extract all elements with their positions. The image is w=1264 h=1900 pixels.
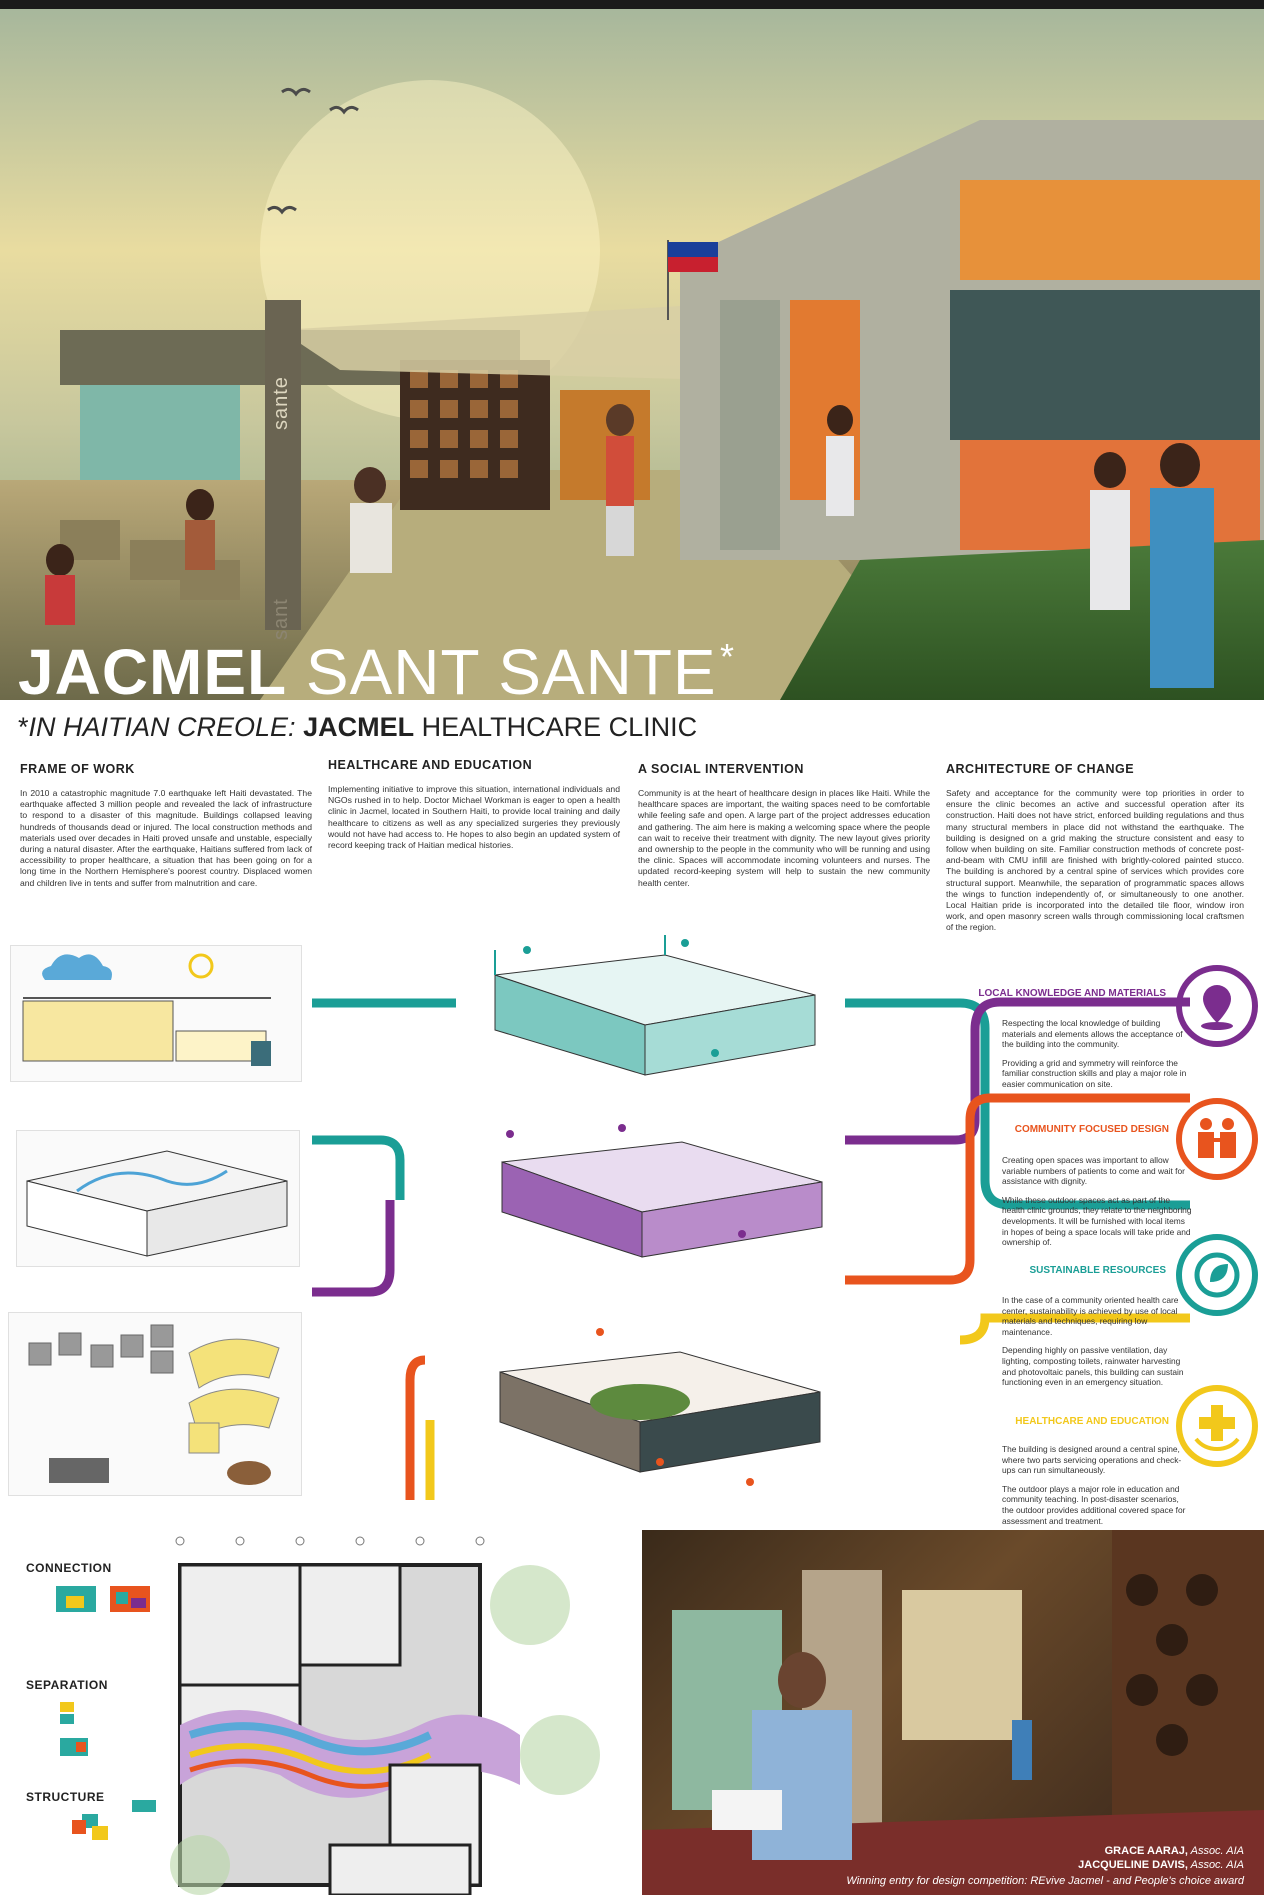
panel-paragraph: In the case of a community oriented health care center, sustainability is achieved by use of local materials and techniques, requiring low maintenance. xyxy=(1002,1295,1179,1337)
label-structure: STRUCTURE xyxy=(26,1790,105,1804)
title-bold: JACMEL xyxy=(18,636,288,708)
subtitle-italic: IN HAITIAN CREOLE: xyxy=(28,712,296,742)
column-heading: A SOCIAL INTERVENTION xyxy=(638,762,804,776)
column-heading: HEALTHCARE AND EDUCATION xyxy=(328,758,533,772)
credit-2 xyxy=(1078,1859,1244,1871)
title-asterisk: * xyxy=(720,636,735,677)
credit-role: Assoc. AIA xyxy=(1187,1859,1244,1871)
credit-role: Assoc. AIA xyxy=(1187,1845,1244,1857)
poster-title xyxy=(18,636,717,708)
panel-paragraph: Creating open spaces was important to allow variable numbers of patients to come and wait for assistance with dignity. xyxy=(1002,1155,1185,1187)
poster-subtitle xyxy=(18,710,697,744)
hero-illustration xyxy=(0,0,1264,700)
panel-title-local-knowledge: LOCAL KNOWLEDGE AND MATERIALS xyxy=(978,988,1166,999)
title-light: SANT SANTE xyxy=(287,636,717,708)
passive-ventilation-axon-diagram xyxy=(16,1130,300,1267)
teal-building-axon xyxy=(455,935,835,1095)
materials-diagram xyxy=(8,1312,302,1496)
people-holding-hands-icon xyxy=(1176,1098,1258,1180)
structure-thumbnail xyxy=(72,1800,162,1850)
column-body: Community is at the heart of healthcare design in places like Haiti. While the healthcare spaces are important, the waiting spaces need to be comfortable while feeling safe and open. A large part of the project addresses education and gathering. The aim here is making a welcoming space where the people can wait to receive their treatment with dignity. The new layout gives priority and ownership to the people in the community who will be running and using the clinic. Spaces will accommodate incoming volunteers and nurses. The updated record-keeping system will help to sustain the new community health center. xyxy=(638,788,930,888)
subtitle-rest: HEALTHCARE CLINIC xyxy=(414,712,698,742)
subtitle-asterisk: * xyxy=(18,712,29,742)
column-social-intervention xyxy=(638,762,930,889)
panel-body-sustainable xyxy=(1002,1295,1192,1396)
panel-paragraph: The outdoor plays a major role in education and community teaching. In post-disaster scenarios, the outdoor provides additional covered space for assessment and treatment. xyxy=(1002,1483,1186,1526)
sign-text-sant: sant xyxy=(270,598,292,640)
label-connection: CONNECTION xyxy=(26,1561,112,1575)
column-frame-of-work xyxy=(20,762,312,889)
medical-cross-hands-icon xyxy=(1176,1385,1258,1467)
column-heading: ARCHITECTURE OF CHANGE xyxy=(946,762,1135,776)
credit-name: GRACE AARAJ, xyxy=(1104,1845,1188,1857)
floor-plan xyxy=(160,1525,612,1895)
panel-body-community xyxy=(1002,1155,1192,1256)
column-body: Implementing initiative to improve this situation, international individuals and NGOs rushed in to help. Doctor Michael Workman is eager to open a health clinic in Jacmel, located in Southern Haiti, to provide local training and daily healthcare to citizens as well as any specialized surgeries they previously would not have had access to. He hopes to also begin an updated system of record keeping track of Haitian medical histories. xyxy=(328,784,620,851)
panel-paragraph: Providing a grid and symmetry will reinforce the familiar construction skills and play a major role in easier communication on site. xyxy=(1002,1057,1187,1089)
leaf-cycle-icon xyxy=(1176,1234,1258,1316)
award-caption: Winning entry for design competition: REvive Jacmel - and People's choice award xyxy=(846,1875,1244,1887)
panel-paragraph: Respecting the local knowledge of building materials and elements allows the acceptance of the building into the community. xyxy=(1002,1018,1183,1050)
ventilation-section-diagram xyxy=(10,945,302,1082)
panel-body-healthcare xyxy=(1002,1444,1192,1534)
panel-title-sustainable: SUSTAINABLE RESOURCES xyxy=(1029,1265,1166,1276)
hero-rendering xyxy=(0,0,1264,700)
sign-text-sante: sante xyxy=(270,376,292,430)
panel-title-healthcare: HEALTHCARE AND EDUCATION xyxy=(1015,1416,1169,1427)
column-heading: FRAME OF WORK xyxy=(20,762,135,776)
label-separation: SEPARATION xyxy=(26,1678,108,1692)
connection-thumbnail xyxy=(56,1578,156,1638)
panel-title-community: COMMUNITY FOCUSED DESIGN xyxy=(1014,1124,1169,1135)
purple-building-axon xyxy=(492,1122,837,1272)
column-architecture-of-change xyxy=(946,762,1244,934)
credit-1 xyxy=(1105,1845,1244,1857)
panel-paragraph: Depending highly on passive ventilation, day lighting, composting toilets, rainwater harvesting and photovoltaic panels, this building can sustain functioning even in an emergency situation. xyxy=(1002,1345,1184,1388)
column-body: In 2010 a catastrophic magnitude 7.0 earthquake left Haiti devastated. The earthquake affected 3 million people and revealed the lack of infrastructure to respond to a disaster of this magnitude. Buildings collapsed leaving hundreds of thousands dead or injured. The local construction methods and materials used over decades in Haiti proved unsafe and unstable, especially during a natural disaster. After the earthquake, Haitians suffered from lack of accessibility to proper healthcare, a situation that has been going on for a long time in the Northern Hemisphere's poorest country. Displaced women and children live in tents and suffer from malnutrition and care. xyxy=(20,788,312,888)
panel-body-local-knowledge xyxy=(1002,1018,1192,1098)
orange-building-axon xyxy=(490,1312,835,1497)
column-healthcare-education xyxy=(328,758,620,851)
separation-thumbnail xyxy=(56,1698,96,1758)
panel-paragraph: While these outdoor spaces act as part of the health clinic grounds, they relate to the neighboring developments. It will be furnished with local items in hopes of being a space locals will take pride and ownership of. xyxy=(1002,1194,1192,1248)
subtitle-bold: JACMEL xyxy=(303,712,415,742)
column-body: Safety and acceptance for the community were top priorities in order to ensure the clinic becomes an active and successful operation after its construction. Haiti does not have strict, enforced building regulations and thus many structural members in place did not withstand the earthquake. The building is designed on a grid making the structure consistent and easy to follow when building on site. Familiar construction methods of concrete post-and-beam with CMU infill are finished with brightly-colored painted stucco. The building is anchored by a central spine of services which provides core structural support. Meanwhile, the separation of programmatic spaces allows the wings to function independently of, or simultaneously to one another. Local Haitian pride is incorporated into the detailed tile floor, window iron work, and open masonry screen walls through commissioning local craftsmen of the region. xyxy=(946,788,1244,933)
credit-name: JACQUELINE DAVIS, xyxy=(1078,1859,1188,1871)
location-pin-icon xyxy=(1176,965,1258,1047)
panel-paragraph: The building is designed around a central spine, where two parts servicing operations and check-ups can run simultaneously. xyxy=(1002,1444,1182,1476)
interior-rendering xyxy=(642,1530,1264,1895)
